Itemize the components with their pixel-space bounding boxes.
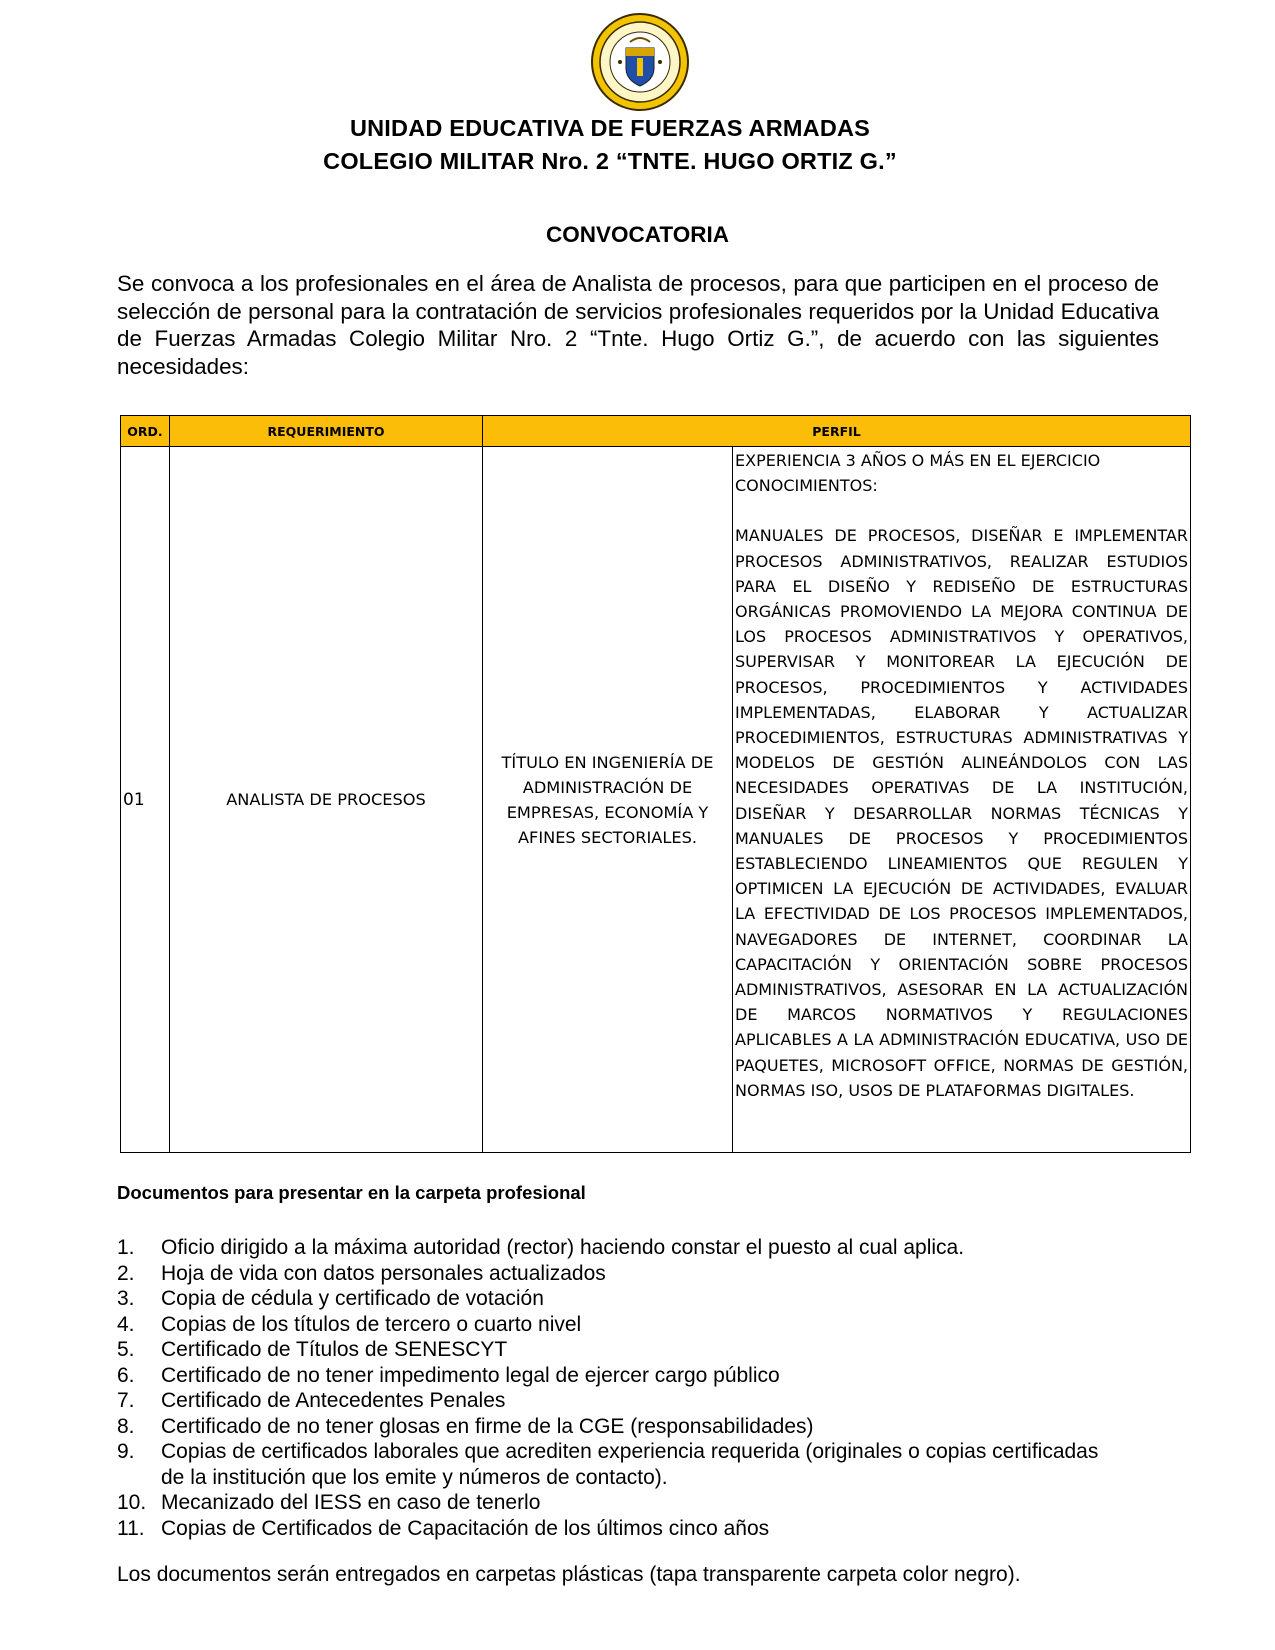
list-item-text: Mecanizado del IESS en caso de tenerlo [161,1491,541,1514]
list-item-text: Certificado de Títulos de SENESCYT [161,1338,508,1361]
list-item-text: Copias de certificados laborales que acrediten experiencia requerida (originales o copias certificadas de la institución que los emite y números de contacto). [161,1440,1099,1489]
cell-ord: 01 [121,447,170,1153]
cell-perfil [733,447,1191,1153]
list-item-number: 8. [117,1414,135,1438]
list-item-number: 4. [117,1312,135,1336]
list-item-text: Oficio dirigido a la máxima autoridad (rector) haciendo constar el puesto al cual aplica. [161,1236,965,1259]
cell-titulo: TÍTULO EN INGENIERÍA DE ADMINISTRACIÓN DE EMPRESAS, ECONOMÍA Y AFINES SECTORIALES. [483,447,733,1153]
list-item-number: 11. [117,1516,145,1540]
list-item-number: 6. [117,1363,135,1387]
list-item [117,1414,1117,1440]
table-row [121,447,1191,1153]
perfil-conocimientos: MANUALES DE PROCESOS, DISEÑAR E IMPLEMENTAR PROCESOS ADMINISTRATIVOS, REALIZAR ESTUDIOS PARA EL DISEÑO Y REDISEÑO DE ESTRUCTURAS ORGÁNICAS PROMOVIENDO LA MEJORA CONTINUA DE LOS PROCESOS ADMINISTRATIVOS Y OPERATIVOS, SUPERVISAR Y MONITOREAR LA EJECUCIÓN DE PROCESOS, PROCEDIMIENTOS Y ACTIVIDADES IMPLEMENTADAS, ELABORAR Y ACTUALIZAR PROCEDIMIENTOS, ESTRUCTURAS ADMINISTRATIVAS Y MODELOS DE GESTIÓN ALINEÁNDOLOS CON LAS NECESIDADES OPERATIVAS DE LA INSTITUCIÓN, DISEÑAR Y DESARROLLAR NORMAS TÉCNICAS Y MANUALES DE PROCESOS Y PROCEDIMIENTOS ESTABLECIENDO LINEAMIENTOS QUE REGULEN Y OPTIMICEN LA EJECUCIÓN DE ACTIVIDADES, EVALUAR LA EFECTIVIDAD DE LOS PROCESOS IMPLEMENTADOS, NAVEGADORES DE INTERNET, COORDINAR LA CAPACITACIÓN Y ORIENTACIÓN SOBRE PROCESOS ADMINISTRATIVOS, ASESORAR EN LA ACTUALIZACIÓN DE MARCOS NORMATIVOS Y REGULACIONES APLICABLES A LA ADMINISTRACIÓN EDUCATIVA, USO DE PAQUETES, MICROSOFT OFFICE, NORMAS DE GESTIÓN, NORMAS ISO, USOS DE PLATAFORMAS DIGITALES. [735,526,1188,1100]
school-name-line1: UNIDAD EDUCATIVA DE FUERZAS ARMADAS [349,115,871,141]
cell-requerimiento: ANALISTA DE PROCESOS [170,447,483,1153]
header-requerimiento: REQUERIMIENTO [170,416,483,447]
list-item-number: 1. [117,1236,135,1259]
table-header-row [121,416,1191,447]
page-title: CONVOCATORIA [546,222,729,247]
list-item-number: 7. [117,1389,135,1412]
list-item-text: Certificado de no tener glosas en firme de la CGE (responsabilidades) [161,1414,814,1438]
list-item-number: 3. [117,1287,135,1310]
requirements-table [120,415,1191,1153]
list-item-text: Copia de cédula y certificado de votación [161,1287,544,1310]
list-item-text: Certificado de no tener impedimento legal de ejercer cargo público [161,1363,780,1387]
list-item [117,1261,1117,1287]
school-crest-icon [590,12,690,112]
closing-note: Los documentos serán entregados en carpetas plásticas (tapa transparente carpeta color negro). [117,1563,1021,1586]
list-item [117,1286,1117,1312]
list-item-text: Copias de Certificados de Capacitación de los últimos cinco años [161,1516,770,1540]
list-item-text: Certificado de Antecedentes Penales [161,1389,506,1412]
list-item-text: Copias de los títulos de tercero o cuarto nivel [161,1312,582,1336]
documents-title: Documentos para presentar en la carpeta profesional [117,1182,586,1203]
perfil-experiencia: EXPERIENCIA 3 AÑOS O MÁS EN EL EJERCICIO [735,451,1101,470]
documents-list [117,1235,1117,1541]
list-item-number: 5. [117,1338,135,1361]
intro-paragraph: Se convoca a los profesionales en el área de Analista de procesos, para que participen en el proceso de selección de personal para la contratación de servicios profesionales requeridos por la Unidad Educativa de Fuerzas Armadas Colegio Militar Nro. 2 “Tnte. Hugo Ortiz G.”, de acuerdo con las siguientes necesidades: [117,271,1159,379]
list-item [117,1337,1117,1363]
list-item [117,1312,1117,1338]
list-item-text: Hoja de vida con datos personales actualizados [161,1261,606,1285]
list-item-number: 9. [117,1440,135,1463]
list-item [117,1490,1117,1516]
header-ord: ORD. [121,416,170,447]
list-item [117,1363,1117,1389]
list-item [117,1388,1117,1414]
school-name [0,112,1220,178]
list-item-number: 10. [117,1491,147,1514]
list-item [117,1235,1117,1261]
perfil-conocimientos-label: CONOCIMIENTOS: [735,476,878,496]
list-item [117,1516,1117,1542]
school-name-line2: COLEGIO MILITAR Nro. 2 “TNTE. HUGO ORTIZ G.” [323,148,897,174]
list-item [117,1439,1117,1490]
list-item-number: 2. [117,1261,135,1285]
header-perfil: PERFIL [483,416,1191,447]
